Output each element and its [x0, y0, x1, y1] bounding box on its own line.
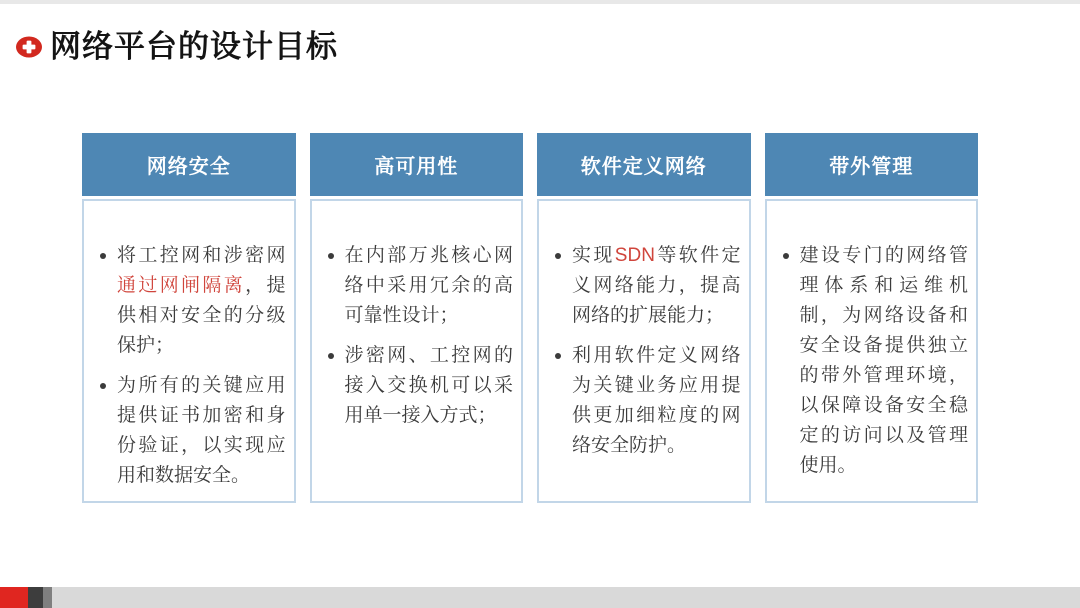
top-edge-strip: [0, 0, 1080, 4]
bullet-list: [779, 241, 969, 481]
goal-card-body: [537, 199, 751, 503]
footer-red-block: [0, 587, 28, 608]
goal-card-header: 软件定义网络: [537, 133, 751, 196]
bullet-list: [324, 241, 514, 431]
bullet-list: [96, 241, 286, 491]
goal-card: [310, 133, 524, 503]
bullet-item: [324, 241, 514, 331]
goal-card-body: [765, 199, 979, 503]
highlighted-text: SDN: [614, 245, 655, 266]
goal-card-header: 带外管理: [765, 133, 979, 196]
bullet-item: [551, 341, 741, 461]
bullet-item: [96, 241, 286, 361]
goal-card: [765, 133, 979, 503]
footer-mid-gray-block: [43, 587, 52, 608]
bullet-text: 建设专门的网络管理体系和运维机制，为网络设备和安全设备提供独立的带外管理环境，以保障设备安全稳定的访问以及管理使用。: [799, 245, 968, 476]
goal-card: [82, 133, 296, 503]
goal-card-header: 网络安全: [82, 133, 296, 196]
bullet-text: 将工控网和涉密网: [117, 245, 286, 266]
plus-badge-icon: [16, 36, 42, 58]
title-row: [16, 30, 338, 64]
bullet-list: [551, 241, 741, 461]
bullet-item: [96, 371, 286, 491]
goal-card-header: 高可用性: [310, 133, 524, 196]
page-title: 网络平台的设计目标: [50, 29, 338, 64]
bullet-text: 为所有的关键应用提供证书加密和身份验证，以实现应用和数据安全。: [117, 375, 286, 486]
footer-bar: [0, 587, 1080, 608]
footer-light-gray-bar: [52, 587, 1080, 608]
goal-card-body: [310, 199, 524, 503]
bullet-text: 利用软件定义网络为关键业务应用提供更加细粒度的网络安全防护。: [572, 345, 741, 456]
bullet-item: [324, 341, 514, 431]
bullet-item: [779, 241, 969, 481]
bullet-item: [551, 241, 741, 331]
bullet-text: ，提供相对安全的分级保护；: [117, 275, 286, 356]
bullet-text: 涉密网、工控网的接入交换机可以采用单一接入方式；: [344, 345, 513, 426]
bullet-text: 在内部万兆核心网络中采用冗余的高可靠性设计；: [344, 245, 513, 326]
goal-card-body: [82, 199, 296, 503]
footer-dark-block: [28, 587, 43, 608]
highlighted-text: 通过网闸隔离: [117, 275, 246, 296]
bullet-text: 实现: [572, 245, 615, 266]
goal-card: [537, 133, 751, 503]
bullet-text: 等软件定义网络能力，提高网络的扩展能力；: [572, 245, 741, 326]
cards-container: [82, 133, 978, 503]
